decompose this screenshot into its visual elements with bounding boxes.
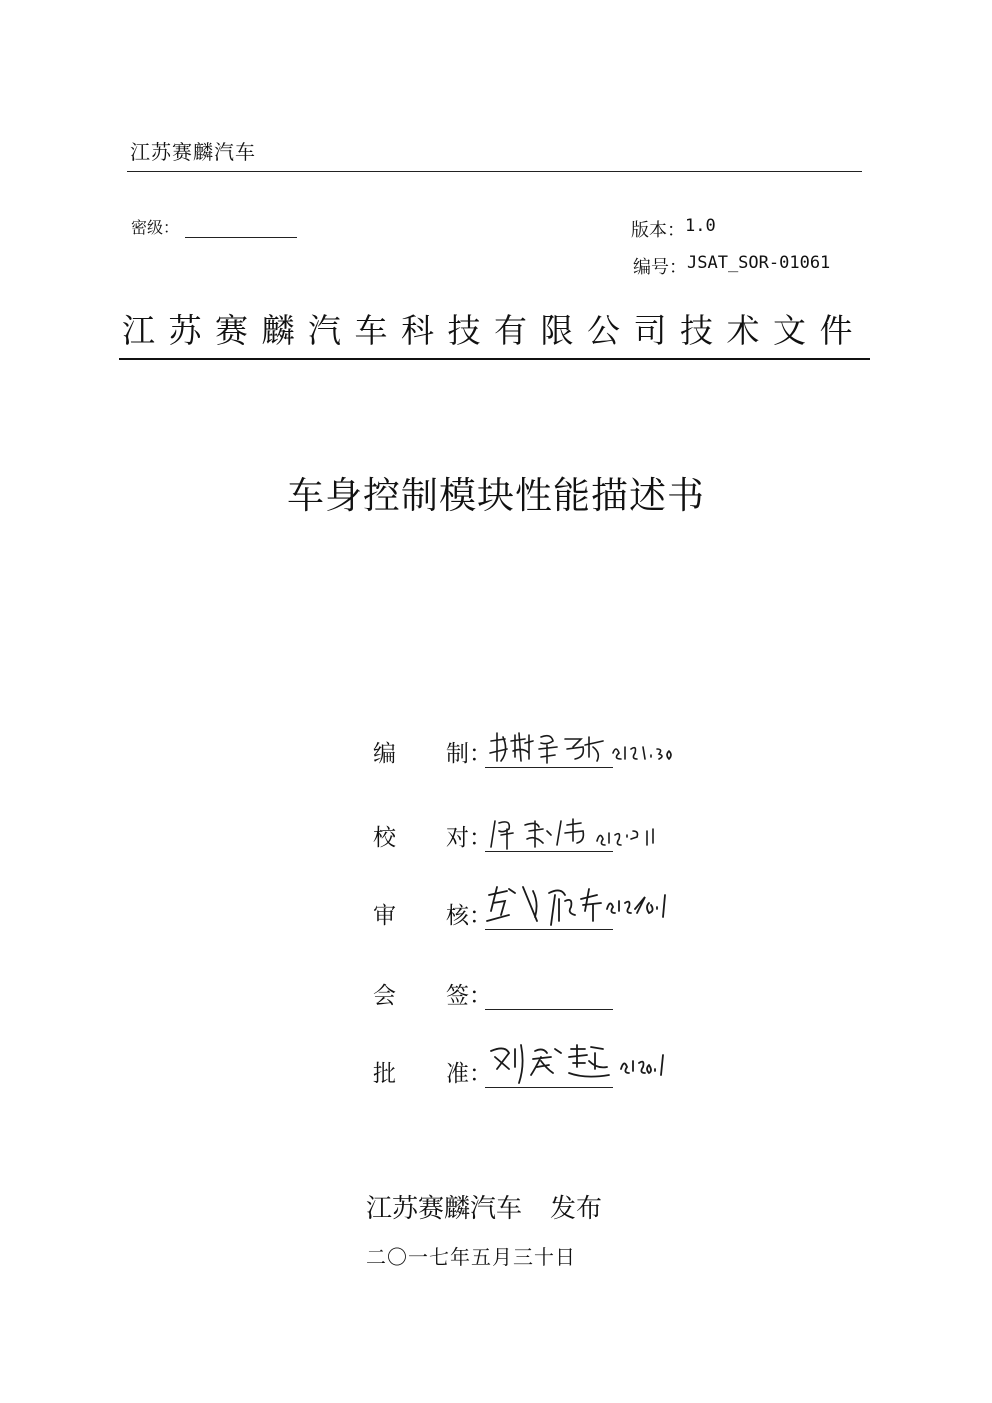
signature-line (485, 739, 613, 768)
sig-label-b: 签 (446, 983, 469, 1009)
version-value: 1.0 (685, 216, 716, 236)
signature-line (485, 1059, 613, 1088)
signature-line-blank (485, 981, 613, 1010)
signature-line (485, 901, 613, 930)
sig-colon: ： (469, 825, 492, 851)
sig-label-a: 审 (373, 903, 396, 929)
secret-level-label: 密级： (131, 218, 180, 237)
version-field (631, 216, 716, 242)
handwritten-signature (485, 811, 725, 855)
signature-row-approve (373, 1048, 613, 1088)
publish-word: 发布 (550, 1194, 603, 1224)
signature-row-compile (373, 728, 613, 768)
sig-label-a: 会 (373, 983, 396, 1009)
publisher-line (366, 1188, 602, 1225)
header-rule (127, 171, 862, 172)
doc-number-value: JSAT_SOR-01061 (687, 253, 831, 273)
sig-label-b: 制 (446, 741, 469, 767)
signature-row-proofread (373, 812, 613, 852)
sig-label-a: 批 (373, 1061, 396, 1087)
sig-label-b: 准 (446, 1061, 469, 1087)
handwritten-signature (485, 1039, 725, 1091)
sig-colon: ： (469, 741, 492, 767)
document-title: 车身控制模块性能描述书 (287, 474, 705, 517)
header-company: 江苏赛麟汽车 (130, 140, 256, 164)
sig-colon: ： (469, 983, 492, 1009)
publish-date: 二〇一七年五月三十日 (366, 1245, 576, 1269)
signature-line (485, 823, 613, 852)
company-banner: 江苏赛麟汽车科技有限公司技术文件 (122, 311, 866, 350)
secret-level-field (131, 215, 297, 238)
signature-row-review (373, 890, 613, 930)
sig-colon: ： (469, 1061, 492, 1087)
sig-colon: ： (469, 903, 492, 929)
doc-number-field (633, 253, 830, 279)
doc-number-label: 编号： (633, 257, 687, 278)
banner-rule (119, 358, 870, 360)
sig-label-b: 核 (446, 903, 469, 929)
sig-label-a: 校 (373, 825, 396, 851)
secret-level-blank (185, 219, 297, 238)
version-label: 版本： (631, 220, 685, 241)
sig-label-b: 对 (446, 825, 469, 851)
handwritten-signature (485, 727, 725, 771)
publisher-name: 江苏赛麟汽车 (366, 1194, 523, 1224)
sig-label-a: 编 (373, 741, 396, 767)
signature-row-countersign (373, 970, 613, 1010)
handwritten-signature (485, 881, 725, 933)
